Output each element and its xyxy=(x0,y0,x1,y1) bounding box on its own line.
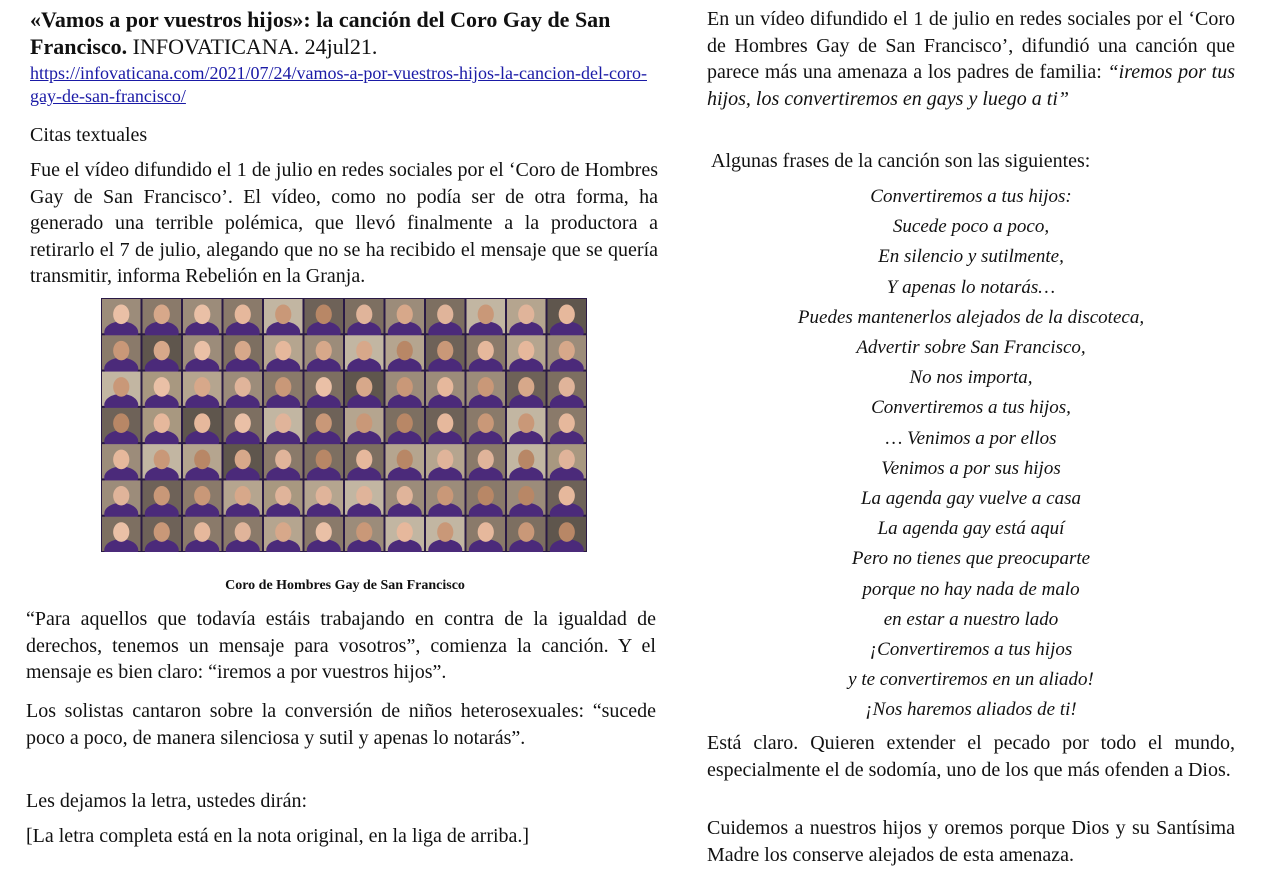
paragraph-soloists: Los solistas cantaron sobre la conversión de niños heterosexuales: “sucede poco a poco, de manera silenciosa y sutil y apenas lo notarás”. xyxy=(26,700,656,749)
source-link[interactable]: https://infovaticana.com/2021/07/24/vamos-a-por-vuestros-hijos-la-cancion-del-coro-gay-de-san-francisco/ xyxy=(30,63,647,106)
choir-member-tile xyxy=(224,517,263,552)
lyric-line: En silencio y sutilmente, xyxy=(878,246,1064,268)
paragraph-cuidemos: Cuidemos a nuestros hijos y oremos porque Dios y su Santísima Madre los conserve alejados de esta amenaza. xyxy=(707,817,1235,866)
choir-member-tile xyxy=(426,517,465,552)
paragraph-note: [La letra completa está en la nota original, en la liga de arriba.] xyxy=(26,825,530,847)
choir-video-photo xyxy=(101,298,587,552)
right-intro-text: En un vídeo difundido el 1 de julio en redes sociales por el ‘Coro de Hombres Gay de San Francisco’, difundió una canción que parece más una amenaza a los padres de familia: xyxy=(707,8,1235,83)
choir-photo-grid xyxy=(101,298,587,552)
choir-member-tile xyxy=(183,517,222,552)
right-intro-quote: “iremos por tus hijos, los convertiremos en gays y luego a ti” xyxy=(707,61,1235,110)
choir-member-tile xyxy=(143,517,182,552)
title-bold: «Vamos a por vuestros hijos»: la canción del Coro Gay de San Francisco. xyxy=(30,7,611,59)
lyric-line: Convertiremos a tus hijos, xyxy=(871,397,1071,419)
lyric-line: ¡Nos haremos aliados de ti! xyxy=(865,699,1077,721)
lyric-line: porque no hay nada de malo xyxy=(862,578,1080,600)
choir-member-tile xyxy=(467,517,506,552)
paragraph-letra: Les dejamos la letra, ustedes dirán: xyxy=(26,790,308,812)
lyric-line: Y apenas lo notarás… xyxy=(886,276,1056,298)
lyric-line: Sucede poco a poco, xyxy=(892,216,1050,238)
lyric-line: La agenda gay está aquí xyxy=(877,518,1065,540)
choir-member-tile xyxy=(507,517,546,552)
lyric-line: Convertiremos a tus hijos: xyxy=(870,186,1072,207)
paragraph-claro: Está claro. Quieren extender el pecado por todo el mundo, especialmente el de sodomía, uno de los que más ofenden a Dios. xyxy=(707,732,1235,781)
lyric-line: La agenda gay vuelve a casa xyxy=(860,488,1082,509)
lyric-line: Pero no tienes que preocuparte xyxy=(851,548,1091,570)
lyric-line: No nos importa, xyxy=(909,367,1033,389)
paragraph-song-start: “Para aquellos que todavía estáis trabajando en contra de la igualdad de derechos, tenemos un mensaje para vosotros”, comienza la canción. Y el mensaje es bien claro: “iremos a por vuestros hijos”. xyxy=(26,608,656,683)
lyric-line: y te convertiremos en un aliado! xyxy=(848,669,1094,691)
choir-member-tile xyxy=(386,517,425,552)
photo-caption: Coro de Hombres Gay de San Francisco xyxy=(225,578,465,593)
choir-member-tile xyxy=(264,517,303,552)
lyric-line: Puedes mantenerlos alejados de la discoteca, xyxy=(797,306,1145,328)
paragraph-intro: Fue el vídeo difundido el 1 de julio en redes sociales por el ‘Coro de Hombres Gay de San Francisco’. El vídeo, como no podía ser de otra forma, ha generado una terrible polémica, que llevó finalmente a la productora a retirarlo el 7 de julio, alegando que no se ha recibido el mensaje que se quería transmitir, informa Rebelión en la Granja. xyxy=(30,159,658,287)
choir-member-tile xyxy=(305,517,344,552)
frases-label: Algunas frases de la canción son las siguientes: xyxy=(711,150,1091,172)
choir-member-tile xyxy=(548,517,587,552)
lyric-line: ¡Convertiremos a tus hijos xyxy=(869,639,1073,660)
choir-member-tile xyxy=(345,517,384,552)
lyric-line: Venimos a por sus hijos xyxy=(881,457,1061,479)
choir-member-tile xyxy=(102,517,141,552)
lyric-line: Advertir sobre San Francisco, xyxy=(856,337,1086,358)
lyric-line: en estar a nuestro lado xyxy=(883,608,1059,630)
lyric-line: … Venimos a por ellos xyxy=(885,427,1057,449)
citas-label: Citas textuales xyxy=(30,124,148,146)
article-title xyxy=(30,6,660,60)
right-intro xyxy=(707,6,1235,112)
title-source: INFOVATICANA. 24jul21. xyxy=(127,34,378,59)
